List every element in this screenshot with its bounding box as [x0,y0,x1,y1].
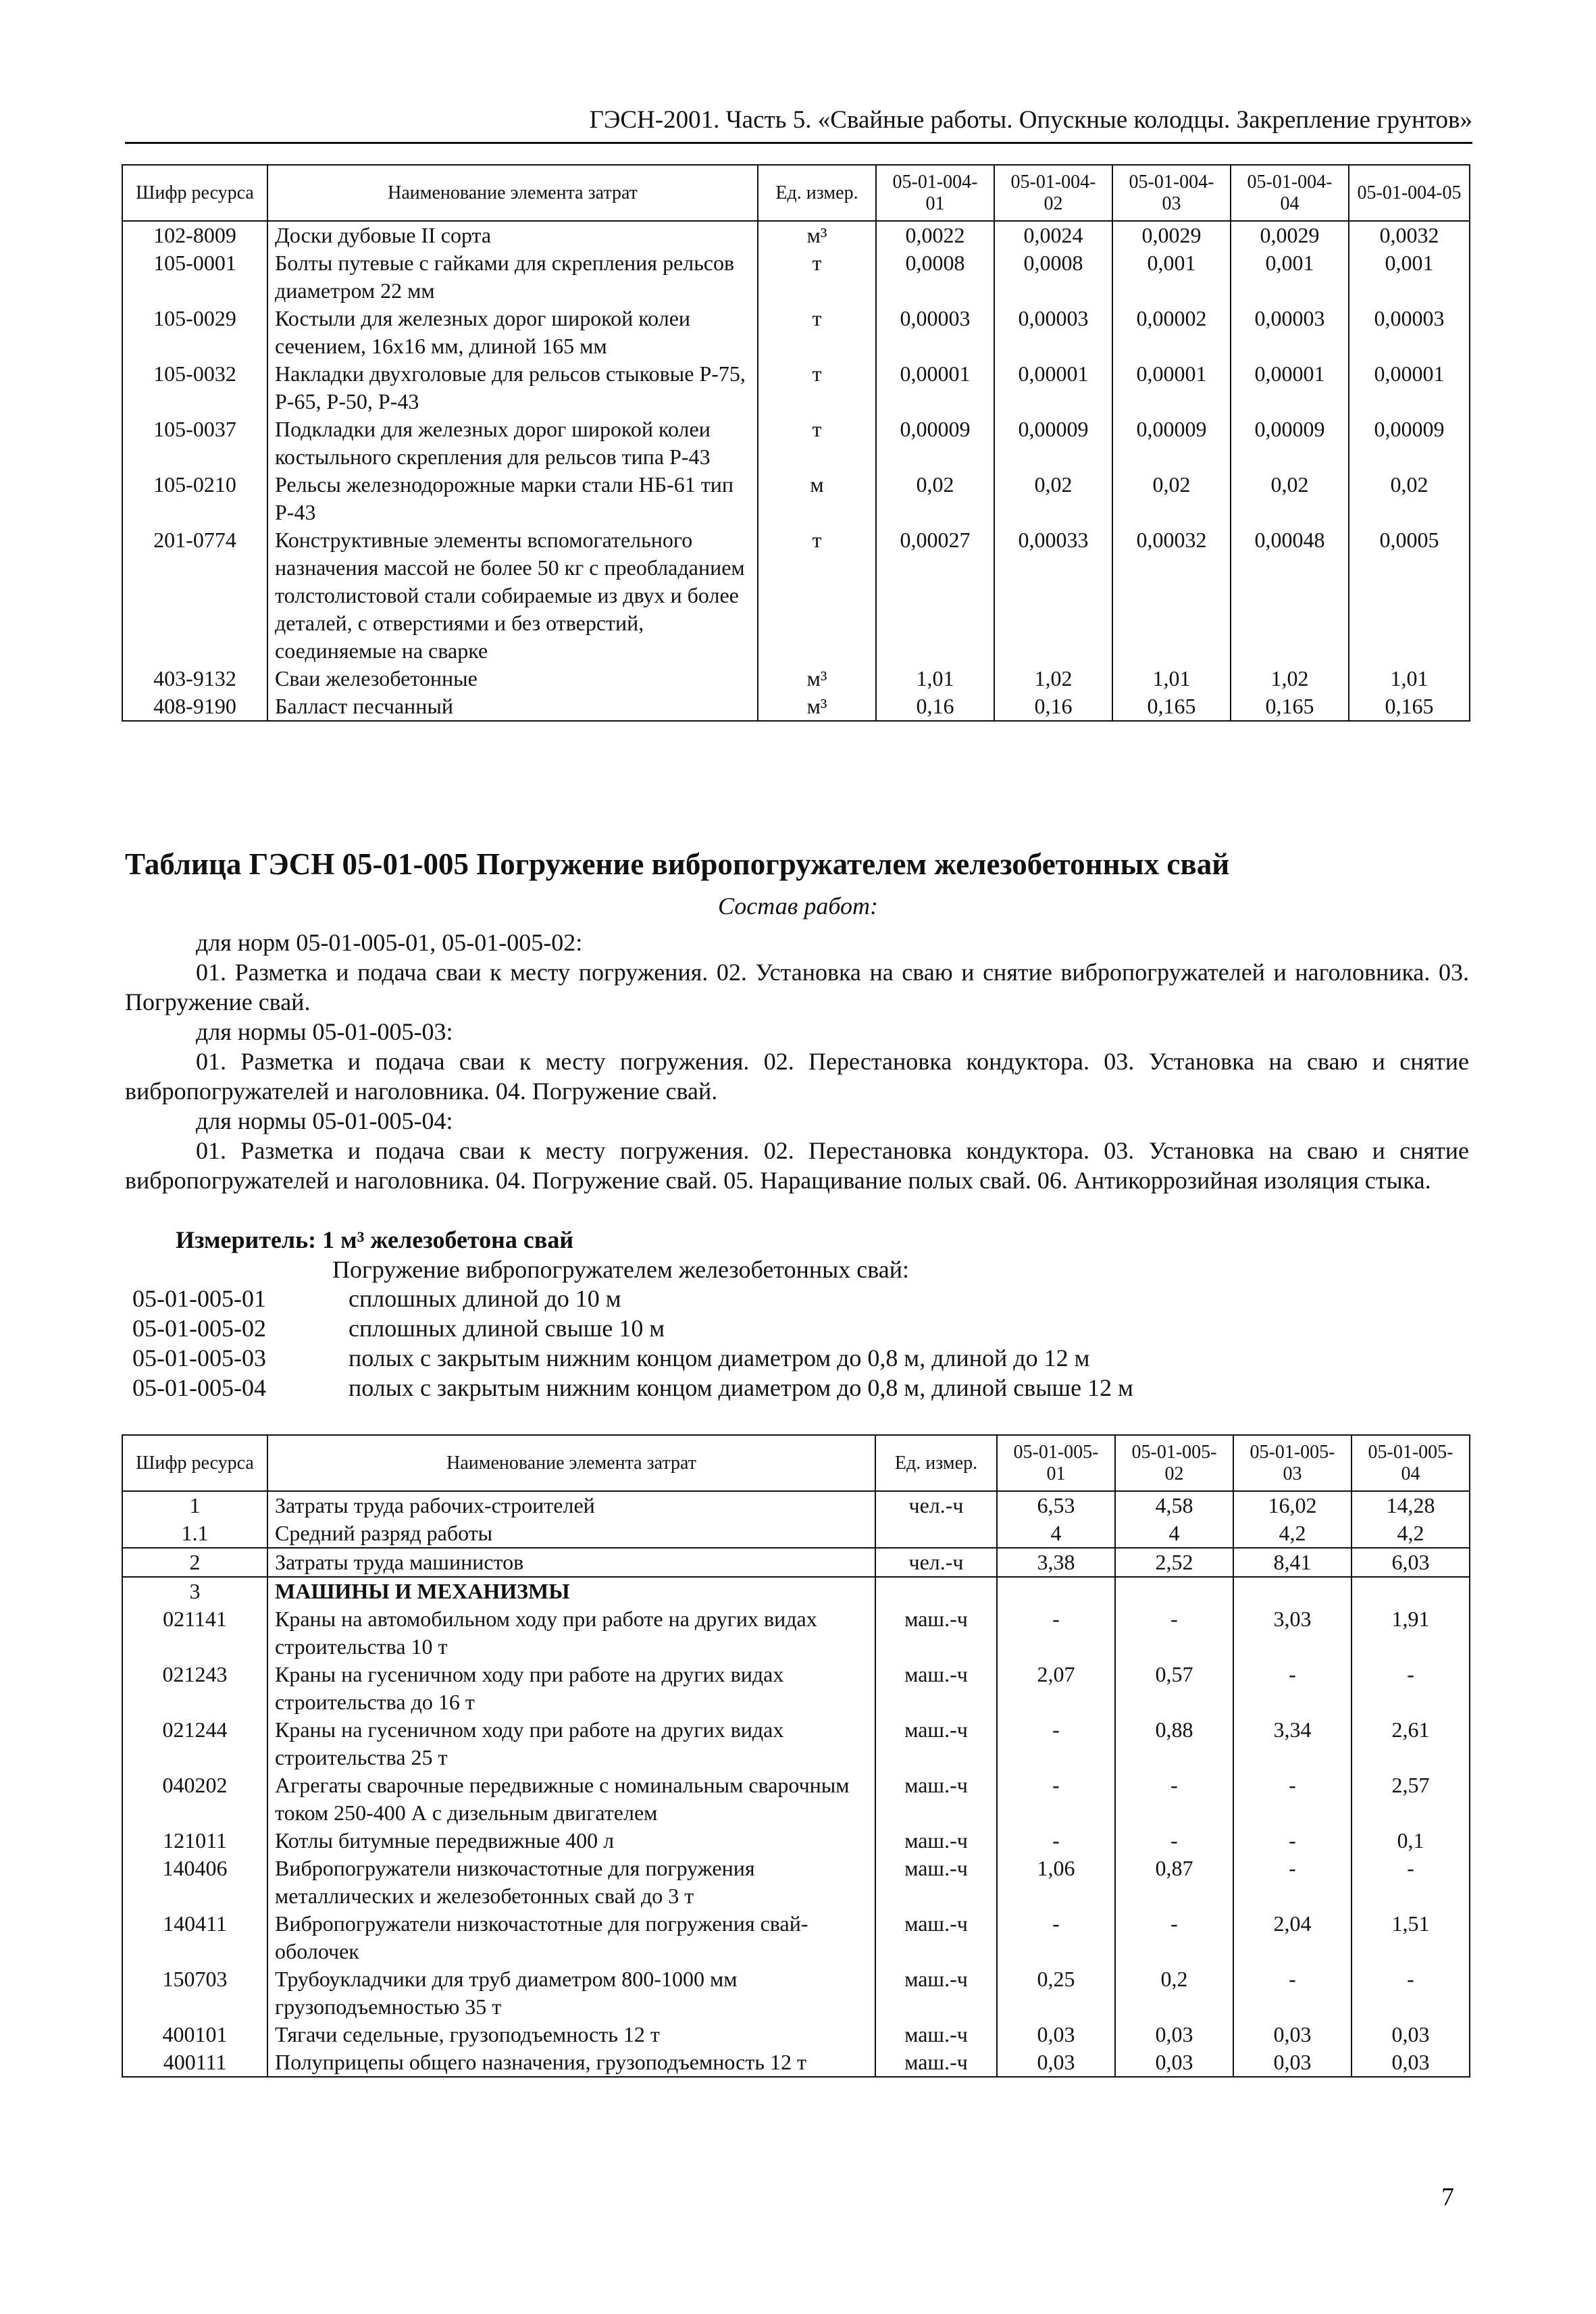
table-row [122,1661,1470,1716]
col-header-code: Шифр ресурса [122,1435,267,1491]
norm-group-label: для норм 05-01-005-01, 05-01-005-02: [196,929,583,956]
col-header-norm: 05-01-004-03 [1112,165,1231,221]
table-row [122,2021,1470,2048]
resource-code: 1.1 [122,1519,267,1548]
norm-value: - [1233,1771,1352,1827]
table-row [122,221,1470,249]
table-row [122,1965,1470,2021]
unit: маш.-ч [875,1661,997,1716]
norm-description: полых с закрытым нижним концом диаметром до 0,8 м, длиной свыше 12 м [349,1374,1133,1401]
norm-value: 3,03 [1233,1605,1352,1661]
resource-name: Затраты труда машинистов [267,1548,875,1577]
norm-value: 0,0008 [876,249,994,305]
norm-value: 0,03 [1115,2048,1233,2077]
norm-value: 0,1 [1352,1827,1470,1855]
norm-value: 4,2 [1352,1519,1470,1548]
norm-value: 1,01 [1349,665,1470,693]
resource-name: Затраты труда рабочих-строителей [267,1491,875,1519]
table-row [122,526,1470,665]
resource-name: Вибропогружатели низкочастотные для погружения свай-оболочек [267,1910,875,1965]
norm-value: 0,00002 [1112,305,1231,360]
table-row [122,1491,1470,1519]
table-row [122,471,1470,526]
norm-value [1352,1577,1470,1605]
unit: маш.-ч [875,1771,997,1827]
norm-value: 4,58 [1115,1491,1233,1519]
resource-name: Доски дубовые II сорта [267,221,758,249]
resource-name: Тягачи седельные, грузоподъемность 12 т [267,2021,875,2048]
norm-value: 1,02 [1231,665,1349,693]
norm-value: 0,001 [1112,249,1231,305]
resource-name: Краны на автомобильном ходу при работе на других видах строительства 10 т [267,1605,875,1661]
measurer: Измеритель: 1 м³ железобетона свай [176,1226,574,1253]
col-header-norm: 05-01-004-01 [876,165,994,221]
norm-value: 4 [997,1519,1115,1548]
norm-value: 3,34 [1233,1716,1352,1771]
norm-value: 1,06 [997,1855,1115,1910]
col-header-name: Наименование элемента затрат [267,1435,875,1491]
norm-value: 2,04 [1233,1910,1352,1965]
col-header-name: Наименование элемента затрат [267,165,758,221]
norm-code: 05-01-005-02 [132,1315,266,1342]
resource-name: Балласт песчанный [267,693,758,721]
unit: маш.-ч [875,2021,997,2048]
norm-value: 0,03 [997,2021,1115,2048]
norm-description: сплошных длиной свыше 10 м [349,1315,665,1342]
resource-name: Вибропогружатели низкочастотные для погружения металлических и железобетонных свай до 3 т [267,1855,875,1910]
unit: маш.-ч [875,1965,997,2021]
table-row [122,416,1470,471]
norm-description: сплошных длиной до 10 м [349,1285,621,1312]
work-composition-text: 01. Разметка и подача сваи к месту погружения. 02. Установка на сваю и снятие вибропогружателей и наголовника. 03. Погружение свай. [125,959,1469,1015]
resource-code: 201-0774 [122,526,267,665]
norm-value: 0,00009 [1112,416,1231,471]
norm-value: - [1233,1855,1352,1910]
norm-value: 0,0024 [994,221,1112,249]
norm-value: 0,03 [1233,2021,1352,2048]
unit: т [758,416,876,471]
table-row [122,2048,1470,2077]
norm-value: 0,02 [1349,471,1470,526]
norm-value: 0,00009 [876,416,994,471]
col-header-code: Шифр ресурса [122,165,267,221]
norm-value: - [1115,1827,1233,1855]
norm-value: 0,165 [1349,693,1470,721]
materials-table [122,164,1470,722]
resource-code: 105-0037 [122,416,267,471]
table-row [122,249,1470,305]
resource-code: 403-9132 [122,665,267,693]
table-row [122,1910,1470,1965]
unit: м³ [758,693,876,721]
resource-code: 121011 [122,1827,267,1855]
norm-value: 1,02 [994,665,1112,693]
norm-value: 0,16 [876,693,994,721]
resource-code: 102-8009 [122,221,267,249]
composition-label: Состав работ: [718,892,878,920]
norm-value: 0,00001 [994,360,1112,416]
norm-value: 0,00003 [876,305,994,360]
norm-value: - [1352,1855,1470,1910]
resource-code: 140406 [122,1855,267,1910]
norm-value: - [997,1910,1115,1965]
norm-value: 0,00009 [994,416,1112,471]
unit [875,1577,997,1605]
norm-value: 0,03 [997,2048,1115,2077]
norm-value: 0,87 [1115,1855,1233,1910]
norm-value: - [1115,1605,1233,1661]
norm-value: 1,01 [1112,665,1231,693]
norm-value: - [997,1771,1115,1827]
col-header-norm: 05-01-004-04 [1231,165,1349,221]
norm-value: 0,00003 [994,305,1112,360]
col-header-norm: 05-01-005-04 [1352,1435,1470,1491]
unit: чел.-ч [875,1548,997,1577]
norm-value: 0,03 [1233,2048,1352,2077]
norm-value: 16,02 [1233,1491,1352,1519]
norm-value: 0,00001 [1112,360,1231,416]
unit: маш.-ч [875,2048,997,2077]
norm-value: - [1233,1661,1352,1716]
unit: м³ [758,221,876,249]
norm-value: 0,001 [1231,249,1349,305]
unit: м³ [758,665,876,693]
norm-value: 2,61 [1352,1716,1470,1771]
norm-value: - [1233,1965,1352,2021]
unit: маш.-ч [875,1910,997,1965]
resource-code: 021244 [122,1716,267,1771]
norm-value: 0,00003 [1231,305,1349,360]
work-composition-text: 01. Разметка и подача сваи к месту погружения. 02. Перестановка кондуктора. 03. Установка на сваю и снятие вибропогружателей и наголовника. 04. Погружение свай. 05. Наращивание полых свай. 06. Антикоррозийная изоляция стыка. [125,1137,1469,1194]
norm-value: 1,91 [1352,1605,1470,1661]
table-row [122,693,1470,721]
norm-value: 0,00001 [1349,360,1470,416]
norm-value: 8,41 [1233,1548,1352,1577]
resource-name: Агрегаты сварочные передвижные с номинальным сварочным током 250-400 А с дизельным двигателем [267,1771,875,1827]
norm-group-label: для нормы 05-01-005-03: [196,1018,453,1045]
unit: т [758,360,876,416]
header-rule [125,142,1472,144]
resource-code: 105-0210 [122,471,267,526]
resource-code: 408-9190 [122,693,267,721]
norm-value: 0,00033 [994,526,1112,665]
resource-name: Краны на гусеничном ходу при работе на других видах строительства 25 т [267,1716,875,1771]
norm-value: 0,03 [1352,2021,1470,2048]
norm-value: 2,52 [1115,1548,1233,1577]
norm-value: 0,57 [1115,1661,1233,1716]
norm-code: 05-01-005-01 [132,1285,266,1312]
table-row [122,360,1470,416]
table-row [122,1855,1470,1910]
norm-value: 0,00009 [1231,416,1349,471]
table-row [122,665,1470,693]
resource-code: 140411 [122,1910,267,1965]
page-number: 7 [1441,2183,1454,2211]
norm-value: 0,00032 [1112,526,1231,665]
norm-value: - [1233,1827,1352,1855]
page-header: ГЭСН-2001. Часть 5. «Свайные работы. Опускные колодцы. Закрепление грунтов» [589,106,1472,134]
resource-name: Болты путевые с гайками для скрепления рельсов диаметром 22 мм [267,249,758,305]
norm-value: - [997,1605,1115,1661]
resource-name: Конструктивные элементы вспомогательного назначения массой не более 50 кг с преобладанием толстолистовой стали собираемые из двух и более деталей, с отверстиями и без отверстий, соединяемые на сварке [267,526,758,665]
norm-group-label: для нормы 05-01-005-04: [196,1107,453,1134]
col-header-unit: Ед. измер. [875,1435,997,1491]
norm-description: полых с закрытым нижним концом диаметром до 0,8 м, длиной до 12 м [349,1344,1090,1372]
resource-name: Костыли для железных дорог широкой колеи сечением, 16х16 мм, длиной 165 мм [267,305,758,360]
resource-name: МАШИНЫ И МЕХАНИЗМЫ [267,1577,875,1605]
norm-value: 4,2 [1233,1519,1352,1548]
norm-value [997,1577,1115,1605]
resource-code: 3 [122,1577,267,1605]
resource-code: 2 [122,1548,267,1577]
norm-value: - [997,1827,1115,1855]
norm-value: 0,0022 [876,221,994,249]
norm-value: 0,00003 [1349,305,1470,360]
norm-value: 0,2 [1115,1965,1233,2021]
resource-code: 105-0001 [122,249,267,305]
col-header-norm: 05-01-004-02 [994,165,1112,221]
col-header-unit: Ед. измер. [758,165,876,221]
norm-value: 3,38 [997,1548,1115,1577]
unit: т [758,305,876,360]
unit: чел.-ч [875,1491,997,1519]
norm-value: 0,00048 [1231,526,1349,665]
norm-value: 1,01 [876,665,994,693]
unit: маш.-ч [875,1605,997,1661]
resource-code: 400101 [122,2021,267,2048]
norm-value: - [997,1716,1115,1771]
resources-table [122,1434,1470,2078]
norm-value: 6,03 [1352,1548,1470,1577]
resource-code: 150703 [122,1965,267,2021]
norm-value: 0,165 [1112,693,1231,721]
norm-value: 0,00001 [876,360,994,416]
norm-value: 0,02 [1231,471,1349,526]
resource-code: 400111 [122,2048,267,2077]
resource-name: Котлы битумные передвижные 400 л [267,1827,875,1855]
norm-value: 14,28 [1352,1491,1470,1519]
resource-name: Подкладки для железных дорог широкой колеи костыльного скрепления для рельсов типа Р-43 [267,416,758,471]
norm-value: 0,00027 [876,526,994,665]
norm-value: 0,0032 [1349,221,1470,249]
norm-value: 2,57 [1352,1771,1470,1827]
norm-value: 0,001 [1349,249,1470,305]
norm-value: 0,0029 [1231,221,1349,249]
norm-value: 2,07 [997,1661,1115,1716]
table-row [122,305,1470,360]
norm-value [1115,1577,1233,1605]
resource-code: 105-0032 [122,360,267,416]
unit [875,1519,997,1548]
resource-name: Сваи железобетонные [267,665,758,693]
col-header-norm: 05-01-005-03 [1233,1435,1352,1491]
resource-code: 021243 [122,1661,267,1716]
norm-value: - [1115,1771,1233,1827]
table-row [122,1827,1470,1855]
unit: маш.-ч [875,1716,997,1771]
table-row [122,1548,1470,1577]
norm-value: 0,02 [1112,471,1231,526]
norm-value: - [1115,1910,1233,1965]
table-row [122,1605,1470,1661]
norm-value: 6,53 [997,1491,1115,1519]
norm-value: 0,16 [994,693,1112,721]
col-header-norm: 05-01-005-02 [1115,1435,1233,1491]
resource-code: 1 [122,1491,267,1519]
unit: м [758,471,876,526]
resource-name: Накладки двухголовые для рельсов стыковые Р-75, Р-65, Р-50, Р-43 [267,360,758,416]
norm-value: 0,00001 [1231,360,1349,416]
resource-name: Трубоукладчики для труб диаметром 800-1000 мм грузоподъемностью 35 т [267,1965,875,2021]
resource-code: 021141 [122,1605,267,1661]
resource-name: Полуприцепы общего назначения, грузоподъемность 12 т [267,2048,875,2077]
unit: т [758,249,876,305]
table-row [122,1577,1470,1605]
norm-value: 1,51 [1352,1910,1470,1965]
norm-value: 0,00009 [1349,416,1470,471]
resource-code: 040202 [122,1771,267,1827]
resource-name: Краны на гусеничном ходу при работе на других видах строительства до 16 т [267,1661,875,1716]
col-header-norm: 05-01-005-01 [997,1435,1115,1491]
resource-name: Средний разряд работы [267,1519,875,1548]
norm-value: 0,88 [1115,1716,1233,1771]
norm-value: 0,165 [1231,693,1349,721]
unit: маш.-ч [875,1855,997,1910]
norm-value: 0,25 [997,1965,1115,2021]
table-row [122,1716,1470,1771]
norm-code: 05-01-005-03 [132,1344,266,1372]
unit: т [758,526,876,665]
norm-value: 0,02 [876,471,994,526]
norms-subtitle: Погружение вибропогружателем железобетонных свай: [332,1256,910,1283]
norm-value: - [1352,1965,1470,2021]
table-row [122,1771,1470,1827]
norm-value: 0,0029 [1112,221,1231,249]
section-title: Таблица ГЭСН 05-01-005 Погружение вибропогружателем железобетонных свай [125,847,1230,881]
norm-value: 0,03 [1115,2021,1233,2048]
table-row [122,1519,1470,1548]
work-composition-text: 01. Разметка и подача сваи к месту погружения. 02. Перестановка кондуктора. 03. Установка на сваю и снятие вибропогружателей и наголовника. 04. Погружение свай. [125,1048,1469,1105]
norm-value: 4 [1115,1519,1233,1548]
unit: маш.-ч [875,1827,997,1855]
norm-value [1233,1577,1352,1605]
norm-code: 05-01-005-04 [132,1374,266,1401]
norm-value: 0,0005 [1349,526,1470,665]
col-header-norm: 05-01-004-05 [1349,165,1470,221]
norm-value: 0,0008 [994,249,1112,305]
norm-value: 0,03 [1352,2048,1470,2077]
norm-value: - [1352,1661,1470,1716]
norm-value: 0,02 [994,471,1112,526]
resource-name: Рельсы железнодорожные марки стали НБ-61 тип Р-43 [267,471,758,526]
resource-code: 105-0029 [122,305,267,360]
